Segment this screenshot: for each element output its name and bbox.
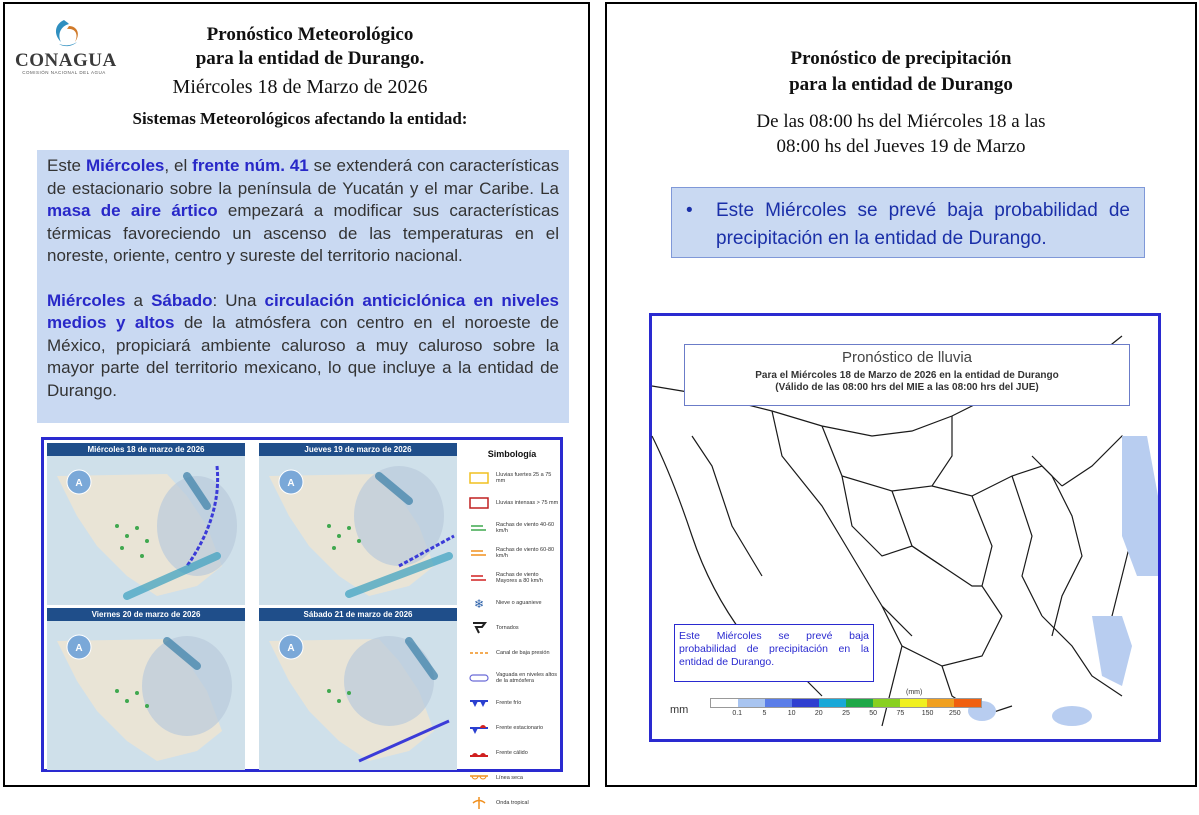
rain-map-header [684,344,1130,406]
forecast-title-line2: para la entidad de Durango. [195,48,425,69]
systems-paragraph-1: Este Miércoles, el frente núm. 41 se extenderá con características de estacionario sobre la península de Yucatán y el mar Caribe. La masa de aire ártico empezará a modificar sus características térmicas favoreciendo un ascenso de las temperaturas en el noreste, oriente, centro y sureste del territorio nacional. [47,156,559,265]
svg-text:A: A [287,643,295,654]
legend-item: Línea seca [464,765,560,790]
red-box-icon [468,496,490,510]
rain-map-validity: (Válido de las 08:00 hrs del MIE a las 08:00 hrs del JUE) [775,382,1039,393]
precipitation-color-scale [710,698,982,708]
legend-item: Rachas de viento 40-60 km/h [464,515,560,540]
scale-tick-label: 10 [787,710,796,717]
wind-red-icon [468,571,490,585]
validity-period-line1: De las 08:00 hs del Miércoles 18 a las [756,111,1046,132]
forecast-title-line1: Pronóstico Meteorológico [206,24,414,45]
precipitation-summary-text: Este Miércoles se prevé baja probabilidad de precipitación en la entidad de Durango. [716,200,1130,249]
bullet-icon: • [686,200,693,221]
legend-item: Canal de baja presión [464,640,560,665]
map-panel-wednesday [47,443,245,605]
trough-icon [468,671,490,685]
scale-tick-label: 20 [814,710,823,717]
scale-unit-top-label: (mm) [906,689,923,696]
legend-item: Vaguada en niveles altos de la atmósfera [464,665,560,690]
map-panel-thursday [259,443,457,605]
yellow-box-icon [468,471,490,485]
legend-item: Onda tropical [464,790,560,815]
legend-item: Frente cálido [464,740,560,765]
legend-title: Simbología [487,449,537,459]
scale-swatch [873,699,900,707]
scale-tick-label: 75 [896,710,905,717]
precipitation-summary-box [671,187,1145,258]
map-legend [464,443,560,806]
map-panel-friday [47,608,245,770]
scale-tick-label: 250 [948,710,961,717]
wind-orange-icon [468,546,490,560]
scale-tick-label: 5 [762,710,767,717]
tornado-icon [468,621,490,635]
legend-item: ❄ Nieve o aguanieve [464,590,560,615]
rain-map-subheading: Para el Miércoles 18 de Marzo de 2026 en la entidad de Durango [755,370,1059,381]
systems-paragraph-2: Miércoles a Sábado: Una circulación anticiclónica en niveles medios y altos de la atmósfera con centro en el noroeste de México, propiciará ambiente caluroso a muy caluroso sobre la mayor parte del territorio mexicano, lo que incluye a la entidad de Durango. [47,290,560,400]
rain-map-note: Este Miércoles se prevé baja probabilidad de precipitación en la entidad de Durango. [674,624,874,682]
weather-systems-maps [41,437,563,806]
conagua-logo-text: CONAGUA [15,50,117,71]
legend-item: Lluvias fuertes 25 a 75 mm [464,465,560,490]
dry-line-icon [468,771,490,785]
forecast-date: Miércoles 18 de Marzo de 2026 [172,76,428,98]
scale-unit-label: mm [670,704,689,716]
tropical-wave-icon [468,796,490,810]
snowflake-icon [468,596,490,610]
svg-text:A: A [287,478,295,489]
map-panel-title: Jueves 19 de marzo de 2026 [259,443,457,456]
legend-item: Lluvias intensas > 75 mm [464,490,560,515]
legend-item: Frente estacionario [464,715,560,740]
scale-swatch [819,699,846,707]
precipitation-scale-ticks [710,710,982,720]
wind-green-icon [468,521,490,535]
warm-front-icon [468,746,490,760]
left-forecast-panel [3,2,590,806]
right-precipitation-panel [605,2,1197,787]
scale-tick-label: 25 [842,710,850,717]
legend-item: Frente frío [464,690,560,715]
scale-swatch [900,699,927,707]
map-panel-title: Sábado 21 de marzo de 2026 [259,608,457,621]
validity-period-line2: 08:00 hs del Jueves 19 de Marzo [776,136,1026,157]
legend-item: Rachas de viento Mayores a 80 km/h [464,565,560,590]
map-panel-title: Viernes 20 de marzo de 2026 [47,608,245,621]
mexico-map-icon [259,456,457,605]
map-panel-saturday [259,608,457,770]
scale-swatch [738,699,765,707]
stationary-front-icon [468,721,490,735]
systems-heading: Sistemas Meteorológicos afectando la entidad: [132,109,468,128]
rain-forecast-map [649,313,1161,742]
scale-swatch [711,699,738,707]
mexico-map-icon [259,621,457,770]
scale-swatch [765,699,792,707]
rain-map-heading: Pronóstico de lluvia [841,349,973,366]
conagua-logo-subtitle: COMISIÓN NACIONAL DEL AGUA [22,70,106,75]
scale-tick-label: 50 [869,710,878,717]
precipitation-title-line1: Pronóstico de precipitación [790,48,1012,69]
legend-item: Tornados [464,615,560,640]
svg-text:A: A [75,643,83,654]
scale-swatch [792,699,819,707]
legend-item: Rachas de viento 60-80 km/h [464,540,560,565]
svg-text:A: A [75,478,83,489]
scale-swatch [846,699,873,707]
conagua-swirl-icon [15,16,113,52]
conagua-logo [15,16,117,76]
scale-tick-label: 0.1 [732,710,743,717]
svg-text:❄: ❄ [473,596,485,611]
map-panel-title: Miércoles 18 de marzo de 2026 [47,443,245,456]
mexico-map-icon [47,456,245,605]
scale-swatch [927,699,954,707]
cold-front-icon [468,696,490,710]
scale-tick-label: 150 [921,710,934,717]
dashed-line-icon [468,646,490,660]
scale-swatch [954,699,981,707]
systems-description-box [37,150,569,423]
precipitation-title-line2: para la entidad de Durango [789,74,1013,95]
mexico-map-icon [47,621,245,770]
